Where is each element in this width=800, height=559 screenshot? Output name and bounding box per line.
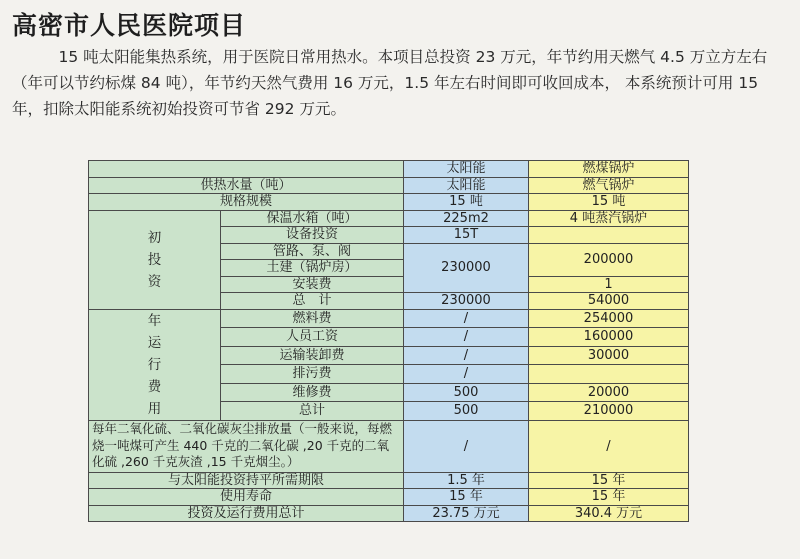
row-label: 供热水量（吨） xyxy=(89,177,404,194)
table-row xyxy=(89,194,689,211)
solar-cell: / xyxy=(404,309,529,328)
solar-cell: 太阳能 xyxy=(404,177,529,194)
table-header-row xyxy=(89,161,689,178)
solar-cell: 1.5 年 xyxy=(404,472,529,489)
solar-cell: 23.75 万元 xyxy=(404,505,529,522)
table-row xyxy=(89,489,689,506)
page-title: 高密市人民医院项目 xyxy=(12,11,247,40)
header-solar: 太阳能 xyxy=(404,161,529,178)
row-label: 排污费 xyxy=(221,365,404,384)
row-label: 总 计 xyxy=(221,293,404,310)
coal-cell: 54000 xyxy=(529,293,689,310)
row-label: 维修费 xyxy=(221,383,404,402)
coal-cell: 1 xyxy=(529,276,689,293)
solar-merged-cell: 230000 xyxy=(404,243,529,293)
group-label-initial-investment: 初 投 资 xyxy=(89,210,221,309)
table-row xyxy=(89,177,689,194)
row-label: 运输装卸费 xyxy=(221,346,404,365)
table-row xyxy=(89,505,689,522)
coal-merged-cell: 200000 xyxy=(529,243,689,276)
solar-cell: 500 xyxy=(404,383,529,402)
solar-cell: 500 xyxy=(404,402,529,421)
table-row xyxy=(89,420,689,472)
row-label: 燃料费 xyxy=(221,309,404,328)
coal-cell: 15 年 xyxy=(529,489,689,506)
solar-cell: / xyxy=(404,328,529,347)
coal-cell: 15 年 xyxy=(529,472,689,489)
header-blank xyxy=(89,161,404,178)
coal-cell: 340.4 万元 xyxy=(529,505,689,522)
row-label: 管路、泵、阀 xyxy=(221,243,404,260)
coal-cell: 30000 xyxy=(529,346,689,365)
solar-cell: 230000 xyxy=(404,293,529,310)
coal-cell: 254000 xyxy=(529,309,689,328)
row-label: 投资及运行费用总计 xyxy=(89,505,404,522)
solar-cell: / xyxy=(404,420,529,472)
coal-cell xyxy=(529,365,689,384)
table-row xyxy=(89,309,689,328)
comparison-table xyxy=(88,160,689,522)
solar-cell: / xyxy=(404,365,529,384)
row-label: 安装费 xyxy=(221,276,404,293)
coal-cell: 210000 xyxy=(529,402,689,421)
row-label: 设备投资 xyxy=(221,227,404,244)
solar-cell: 15 年 xyxy=(404,489,529,506)
solar-cell: 15T xyxy=(404,227,529,244)
table-row xyxy=(89,472,689,489)
coal-cell: 15 吨 xyxy=(529,194,689,211)
project-description: 15 吨太阳能集热系统，用于医院日常用热水。本项目总投资 23 万元，年节约用天燃气 4.5 万立方左右（年可以节约标煤 84 吨），年节约天然气费用 16 万元，1.5 年左右时间即可收回成本， 本系统预计可用 15 年，扣除太阳能系统初始投资可节省 292 万元。 xyxy=(12,48,768,118)
coal-cell: 20000 xyxy=(529,383,689,402)
emission-label: 每年二氧化硫、二氧化碳灰尘排放量（一般来说，每燃烧一吨煤可产生 440 千克的二氧化碳 ,20 千克的二氧化硫 ,260 千克灰渣 ,15 千克烟尘。） xyxy=(89,420,404,472)
coal-cell: 160000 xyxy=(529,328,689,347)
row-label: 土建（锅炉房） xyxy=(221,260,404,277)
solar-cell: / xyxy=(404,346,529,365)
group-label-annual-operation: 年 运 行 费 用 xyxy=(89,309,221,420)
coal-cell xyxy=(529,227,689,244)
row-label: 使用寿命 xyxy=(89,489,404,506)
row-label: 总计 xyxy=(221,402,404,421)
row-label: 与太阳能投资持平所需期限 xyxy=(89,472,404,489)
coal-cell: 燃气锅炉 xyxy=(529,177,689,194)
table-row xyxy=(89,210,689,227)
solar-cell: 15 吨 xyxy=(404,194,529,211)
row-label: 保温水箱（吨） xyxy=(221,210,404,227)
header-coal: 燃煤锅炉 xyxy=(529,161,689,178)
coal-cell: 4 吨蒸汽锅炉 xyxy=(529,210,689,227)
solar-cell: 225m2 xyxy=(404,210,529,227)
coal-cell: / xyxy=(529,420,689,472)
row-label: 人员工资 xyxy=(221,328,404,347)
row-label: 规格规模 xyxy=(89,194,404,211)
